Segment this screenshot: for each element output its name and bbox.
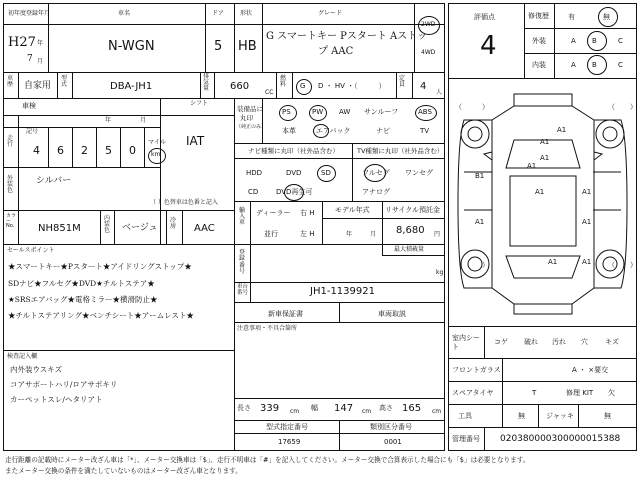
shaken-month-label: 月	[140, 117, 147, 124]
equipment-label-1: 装備品に	[237, 105, 263, 113]
mirror-right	[594, 152, 602, 160]
shaken-year-label: 年	[105, 117, 112, 124]
width-label: 幅	[311, 404, 318, 412]
damage-mark: A1	[535, 188, 545, 196]
paren-close-4: ）	[630, 261, 637, 269]
length-unit: cm	[290, 408, 300, 415]
seat-hole: 穴	[581, 338, 588, 346]
type-spec-value: 17659	[278, 438, 301, 446]
inspector-note-3: カーペットスレ/ヘタリアト	[10, 395, 103, 404]
width-unit: cm	[362, 408, 372, 415]
sales-point-4: ★チルトステアリング★ベンチシート★アームレスト★	[8, 311, 194, 320]
repair-label: 修復歴	[528, 12, 549, 20]
hub-front-left	[468, 127, 482, 141]
aircon-label: 冷房	[170, 217, 177, 230]
equip-airbag: エアバック	[316, 127, 351, 135]
displacement-value: 660	[230, 81, 250, 92]
seat-scratch: キズ	[605, 338, 619, 346]
navi-dvd: DVD	[286, 169, 302, 177]
class-value: 0001	[384, 438, 402, 446]
year-unit: 年	[37, 40, 44, 47]
class-label: 類別区分番号	[370, 423, 412, 431]
navi-dvd-play: DVD再生可	[276, 188, 313, 196]
equip-pw: PW	[312, 108, 324, 116]
length-value: 339	[260, 403, 280, 414]
spare-tire-missing: 欠	[608, 389, 615, 397]
score-value: 4	[480, 31, 497, 61]
sales-point-1: ★スマートキー★Pスタート★アイドリングストップ★	[8, 262, 192, 271]
car-damage-diagram	[448, 80, 637, 326]
damage-mark: A1	[582, 188, 592, 196]
equip-navi: ナビ	[376, 127, 390, 135]
cc-unit: CC	[265, 89, 274, 96]
paren-close-2: ）	[630, 103, 637, 111]
spare-tire-t: T	[532, 389, 537, 397]
tools-label: 工具	[458, 412, 472, 420]
equipment-label-3: （純正のみ）	[236, 124, 267, 130]
body-outline	[492, 106, 594, 304]
score-label: 評価点	[474, 13, 495, 21]
color-no-label: カラーNo.	[6, 213, 17, 229]
equip-leather: 本革	[282, 127, 296, 135]
hub-front-right	[603, 127, 617, 141]
damage-mark: A1	[557, 126, 567, 134]
damage-mark: A1	[582, 218, 592, 226]
wheel-front-right	[596, 120, 624, 148]
history-dealer: ディーラー	[256, 209, 291, 217]
shape-label: 形状	[240, 10, 253, 17]
model-label: 型式	[61, 75, 68, 88]
mileage-digit-4: 5	[105, 144, 112, 157]
damage-mark: A1	[540, 138, 550, 146]
inspector-note-2: コアサポートハリ/ロアサポキリ	[10, 380, 118, 389]
equipment-label-2: 丸印	[240, 114, 253, 122]
drive-4wd: 4WD	[421, 49, 436, 56]
recycle-label: リサイクル預託金	[385, 206, 441, 214]
color-no-value: NH851M	[38, 223, 81, 234]
color-note: （ ）色替車は色番と記入	[150, 199, 218, 206]
length-label: 長さ	[237, 404, 251, 412]
interior-seat-label: 室内シート	[452, 334, 480, 352]
damage-mark: A1	[582, 258, 592, 266]
damage-mark: B1	[475, 172, 485, 180]
shift-label: シフト	[190, 100, 209, 107]
interior-grade-label: 内装	[532, 61, 546, 69]
shaken-label: 車検	[22, 102, 36, 110]
spare-tire-label: スペアタイヤ	[452, 389, 494, 397]
front-glass-label: フロントガラス	[452, 366, 501, 374]
navi-header: ナビ種類に丸印（社外品含む）	[248, 147, 339, 155]
tv-oneseg: ワンセグ	[405, 169, 433, 177]
chassis-value: JH1-1139921	[310, 286, 375, 297]
car-name: N-WGN	[108, 39, 155, 54]
mileage-digit-1: 4	[33, 144, 40, 157]
mileage-label: 走行	[7, 135, 14, 148]
shape-value: HB	[238, 39, 257, 54]
bumper-rear	[514, 304, 572, 314]
spare-tire-kit: 修理 KIT	[566, 389, 594, 397]
model-year-label: モデル年式	[335, 206, 370, 214]
seat-stain: 汚れ	[552, 338, 566, 346]
recycle-value: 8,680	[396, 225, 425, 236]
reg-no-label: 登録番号	[239, 249, 246, 275]
capacity-unit: 人	[436, 89, 443, 96]
grade-line2: プ AAC	[318, 46, 354, 57]
navi-cd: CD	[248, 188, 259, 196]
interior-grade-circle	[587, 55, 607, 75]
jack-label: ジャッキ	[546, 412, 574, 420]
damage-mark: A1	[540, 154, 550, 162]
paren-close-3: ）	[482, 261, 489, 269]
paren-open-2: （	[608, 103, 615, 111]
seat-tear: 破れ	[524, 338, 538, 346]
damage-mark: A1	[527, 162, 537, 170]
door-label: ドア	[212, 10, 224, 17]
import-label: 輸入車	[239, 207, 246, 226]
grade-line1: G スマートキー Pスタート Aストッ	[266, 31, 427, 42]
manual-label: 車両取説	[378, 310, 406, 318]
use-label: 車歴	[7, 75, 14, 88]
month-unit: 月	[37, 58, 44, 65]
model-year-month: 月	[370, 231, 377, 238]
use-value: 自家用	[24, 81, 52, 91]
exterior-grade-circle	[587, 31, 607, 51]
first-reg-label: 初年度登録年月	[8, 10, 51, 17]
door-value: 5	[214, 39, 223, 54]
height-unit: cm	[432, 408, 442, 415]
navi-hdd: HDD	[246, 169, 263, 177]
car-name-label: 車名	[118, 10, 131, 17]
tv-analog: アナログ	[362, 188, 390, 196]
warranty-label: 新車保証書	[268, 310, 303, 318]
grade-label: グレード	[318, 10, 343, 17]
fuel-label: 燃料	[280, 75, 287, 88]
interior-color-value: ベージュ	[122, 223, 158, 233]
interior-grade-a: A	[571, 61, 576, 69]
roof	[510, 176, 576, 246]
tools-value: 無	[518, 412, 525, 420]
first-reg-year: H27	[8, 35, 36, 50]
management-value: 020380000300000015388	[500, 434, 621, 444]
repair-no: 無	[603, 13, 610, 21]
paren-open-1: （	[455, 103, 462, 111]
sales-points-title: セールスポイント	[7, 247, 55, 254]
interior-color-label: 内装色	[104, 215, 111, 234]
capacity-value: 4	[420, 81, 427, 92]
exterior-color-label: 外装色	[7, 175, 14, 194]
height-value: 165	[402, 403, 422, 414]
tv-fullseg: フルセグ	[362, 169, 390, 177]
equip-aw: AW	[339, 108, 351, 116]
aircon-value: AAC	[194, 223, 215, 234]
bumper-front	[514, 94, 572, 106]
history-parallel: 並行	[264, 230, 278, 238]
tv-header: TV種類に丸印（社外品含む）	[357, 147, 444, 155]
height-label: 高さ	[379, 404, 393, 412]
wheel-front-left	[461, 120, 489, 148]
footer-line-2: またメーター交換の条件を満たしていないものはメーター改ざん車となります。	[5, 467, 242, 475]
exterior-grade-b: B	[592, 37, 597, 45]
chassis-label: 車台番号	[237, 284, 249, 296]
paren-close-1: ）	[482, 103, 489, 111]
jack-value: 無	[604, 412, 611, 420]
mirror-left	[484, 152, 492, 160]
history-right-hand: 右 H	[300, 209, 315, 217]
exterior-grade-a: A	[571, 37, 576, 45]
mileage-digit-3: 2	[81, 144, 88, 157]
capacity-label: 定員	[399, 75, 406, 88]
max-load-label: 最大積載量	[394, 246, 425, 253]
inspector-note-1: 内外装ウスキズ	[10, 365, 63, 374]
drive-2wd: 2WD	[421, 21, 436, 28]
exterior-grade-c: C	[618, 37, 623, 45]
caution-label: 注意事項・不具合箇所	[237, 325, 298, 332]
history-left-hand: 左 H	[300, 230, 315, 238]
seat-burn: コゲ	[494, 338, 508, 346]
max-load-unit: kg	[436, 269, 444, 276]
equip-abs: ABS	[418, 108, 432, 116]
interior-grade-c: C	[618, 61, 623, 69]
equip-sunroof: サンルーフ	[364, 108, 399, 116]
recycle-unit: 円	[434, 231, 441, 238]
fuel-options: D ・ HV ・（ ）	[318, 82, 386, 90]
inspector-notes-title: 検査記入欄	[7, 353, 38, 360]
shift-value: IAT	[186, 134, 205, 148]
mileage-digit-2: 6	[57, 144, 64, 157]
exterior-grade-label: 外装	[532, 37, 546, 45]
mileage-digit-5: 0	[129, 144, 136, 157]
navi-sd: SD	[321, 169, 331, 177]
sales-point-2: SDナビ★フルセグ★DVD★チルトステア★	[8, 279, 155, 288]
airbag-circle	[313, 124, 329, 138]
fuel-g: G	[300, 82, 306, 90]
exterior-color-value: シルバー	[36, 176, 72, 186]
width-value: 147	[334, 403, 354, 414]
hub-rear-left	[468, 257, 482, 271]
kiroku-label: 記号	[26, 128, 39, 135]
damage-mark: A1	[475, 218, 485, 226]
mile-unit: マイル	[148, 139, 166, 146]
paren-open-3: （	[455, 261, 462, 269]
model-year-year: 年	[346, 231, 353, 238]
km-unit: km	[151, 151, 161, 158]
repair-yes: 有	[568, 13, 575, 21]
displacement-label: 排気量	[203, 73, 210, 92]
rear-glass	[506, 256, 580, 278]
interior-grade-b: B	[592, 61, 597, 69]
damage-mark: A1	[548, 258, 558, 266]
equip-ps: PS	[282, 108, 291, 116]
front-glass-value: A ・ ×要交	[572, 366, 609, 374]
paren-open-4: （	[608, 261, 615, 269]
footer-line-1: 走行距離の記載時にメーター改ざん車は「*」、メーター交換車は「$」、走行不明車は「#」を記入してください。メーター交換で合算表示した場合にも「$」は必要となります。	[5, 456, 530, 464]
first-reg-month: 7	[27, 54, 33, 64]
model-value: DBA-JH1	[110, 81, 153, 92]
sales-point-3: ★SRSエアバッグ★電格ミラー★横滑防止★	[8, 295, 158, 304]
management-label: 管理番号	[452, 435, 480, 443]
equip-tv: TV	[420, 127, 430, 135]
type-spec-label: 型式指定番号	[266, 423, 308, 431]
